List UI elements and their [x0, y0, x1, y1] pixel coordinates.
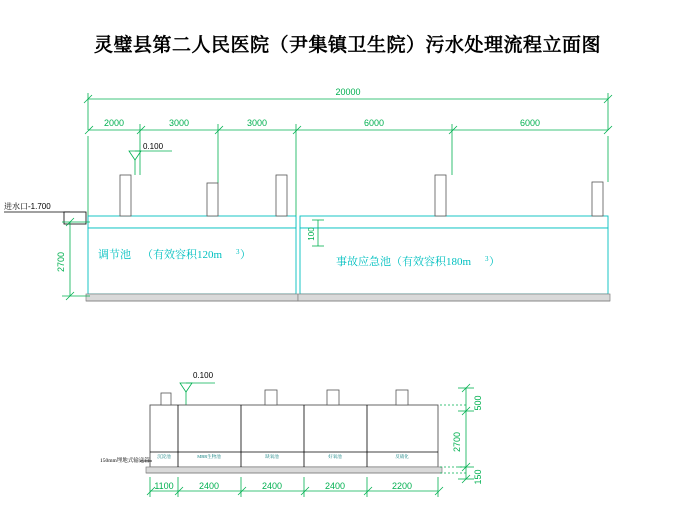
dimension-segment-2: 3000: [168, 118, 190, 128]
dimension-overall: 20000: [335, 87, 361, 97]
elevation-mark-0100: [129, 151, 172, 175]
dimension-segment-4: 6000: [363, 118, 385, 128]
plan-elevation-mark: [180, 383, 215, 405]
dimension-segment-5: 6000: [519, 118, 541, 128]
plan-dimension-4: 2400: [324, 481, 346, 491]
plan-dimension-5: 2200: [391, 481, 413, 491]
plan-riser-stacks: [161, 390, 408, 405]
tank-label-2-detail: （有效容积180m: [391, 256, 472, 268]
extension-lines: [88, 136, 608, 228]
chamber-label-4: 好氧池: [328, 454, 342, 459]
chamber-label-2: MBR生物池: [197, 454, 221, 459]
tank-label-1-name: 调节池: [98, 249, 131, 261]
tank-label-2-sup: 3: [485, 255, 489, 263]
chamber-label-1: 沉淀池: [157, 454, 171, 459]
plan-elevation-label: 0.100: [193, 371, 214, 380]
plan-dimension-right-top: 500: [473, 395, 483, 411]
left-height-dimension: [62, 218, 90, 300]
tank-label-2-name: 事故应急池: [336, 256, 391, 268]
plan-dimension-1: 1100: [154, 481, 174, 491]
dimension-left-height: 2700: [56, 251, 66, 273]
riser-stacks: [120, 175, 603, 216]
plan-dimension-right-middle: 2700: [452, 431, 462, 453]
page-title: 灵璧县第二人民医院（尹集镇卫生院）污水处理流程立面图: [93, 35, 601, 56]
plan-structure: [146, 405, 442, 473]
dimension-inner-height: 100: [307, 227, 316, 241]
tank-label-1-sup: 3: [236, 248, 240, 256]
inlet-label: 进水口-1.700: [4, 202, 51, 211]
tank-label-1-detail: （有效容积120m: [142, 249, 223, 261]
tank-label-1-detail-end: ）: [240, 249, 251, 261]
dimension-segment-1: 2000: [103, 118, 125, 128]
plan-dimension-2: 2400: [198, 481, 220, 491]
pipe-note: 150mm埋地式输送管: [100, 458, 150, 464]
elevation-label-top: 0.100: [143, 142, 164, 151]
chamber-label-5: 反硝化: [395, 454, 409, 459]
tank-label-2-detail-end: ）: [489, 256, 500, 268]
chamber-label-3: 缺氧池: [265, 454, 279, 459]
dimension-segment-3: 3000: [246, 118, 268, 128]
plan-dimension-right-bottom: 150: [473, 469, 483, 485]
plan-dimension-3: 2400: [261, 481, 283, 491]
